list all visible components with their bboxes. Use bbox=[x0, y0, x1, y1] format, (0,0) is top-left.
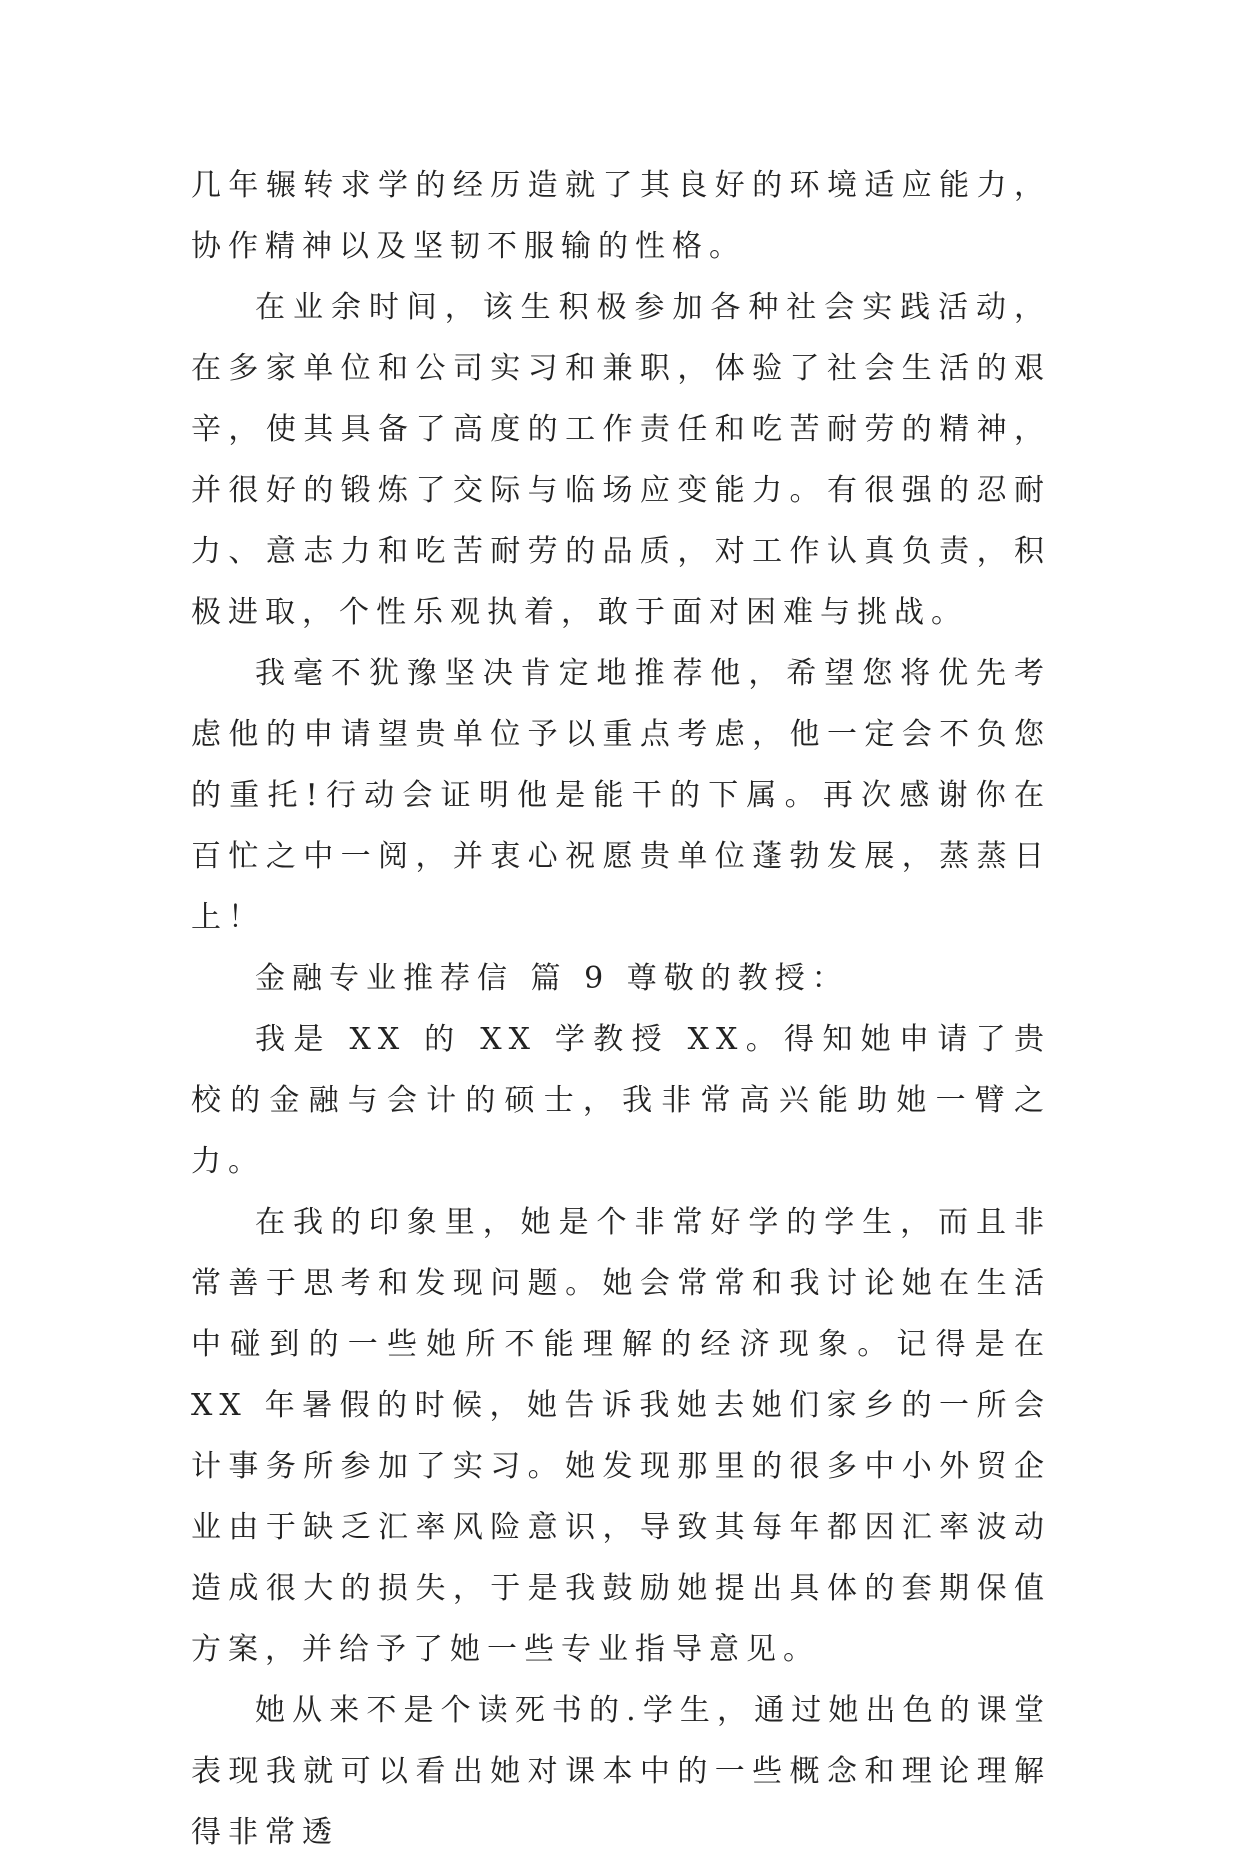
section-heading: 金融专业推荐信 篇 9 尊敬的教授： bbox=[255, 961, 849, 996]
paragraph-continuation: 几年辗转求学的经历造就了其良好的环境适应能力，协作精神以及坚韧不服输的性格。 bbox=[191, 168, 1051, 264]
paragraph-extracurricular: 在业余时间，该生积极参加各种社会实践活动，在多家单位和公司实习和兼职，体验了社会生活的艰辛，使其具备了高度的工作责任和吃苦耐劳的精神，并很好的锻炼了交际与临场应变能力。有很强的忍耐力、意志力和吃苦耐劳的品质，对工作认真负责，积极进取，个性乐观执着，敢于面对困难与挑战。 bbox=[191, 290, 1051, 630]
paragraph-impression: 在我的印象里，她是个非常好学的学生，而且非常善于思考和发现问题。她会常常和我讨论她在生活中碰到的一些她所不能理解的经济现象。记得是在 XX 年暑假的时候，她告诉我她去她们家乡的一所会计事务所参加了实习。她发现那里的很多中小外贸企业由于缺乏汇率风险意识，导致其每年都因汇率波动造成很大的损失，于是我鼓励她提出具体的套期保值方案，并给予了她一些专业指导意见。 bbox=[191, 1205, 1051, 1667]
paragraph-recommendation: 我毫不犹豫坚决肯定地推荐他，希望您将优先考虑他的申请望贵单位予以重点考虑，他一定会不负您的重托!行动会证明他是能干的下属。再次感谢你在百忙之中一阅，并衷心祝愿贵单位蓬勃发展，蒸蒸日上！ bbox=[191, 656, 1051, 935]
paragraph-performance: 她从来不是个读死书的.学生，通过她出色的课堂表现我就可以看出她对课本中的一些概念和理论理解得非常透 bbox=[191, 1693, 1051, 1850]
paragraph-introduction: 我是 XX 的 XX 学教授 XX。得知她申请了贵校的金融与会计的硕士，我非常高兴能助她一臂之力。 bbox=[191, 1022, 1051, 1179]
document-body bbox=[191, 155, 1051, 1863]
